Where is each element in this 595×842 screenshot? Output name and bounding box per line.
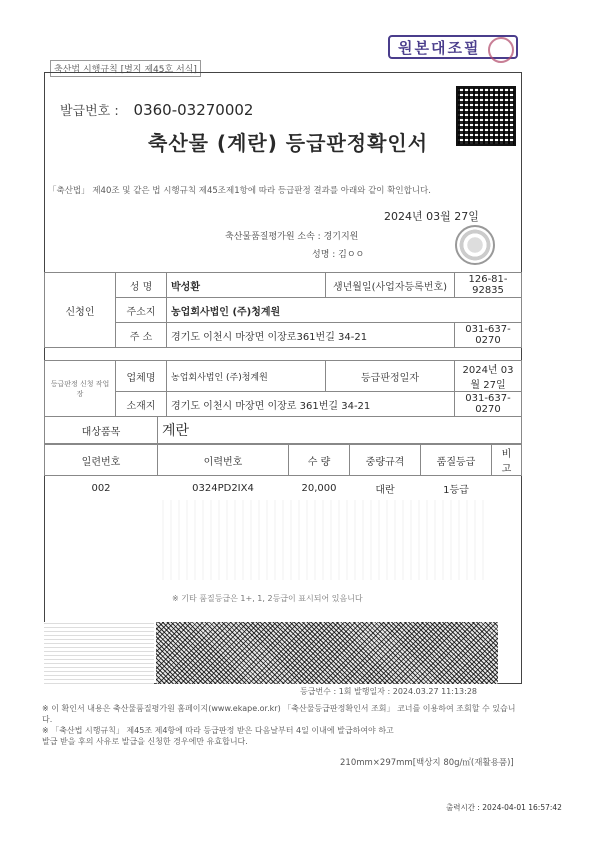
note-line: 발급 받을 후의 사유로 발급을 신청한 경우에만 유효합니다. <box>42 737 248 746</box>
page-info: 등급번수 : 1회 발행일자 : 2024.03.27 11:13:28 <box>300 687 478 696</box>
workplace-phone: 031-637-0270 <box>455 392 522 417</box>
paper-spec: 210mm×297mm[백상지 80g/㎡(재활용품)] <box>340 758 514 768</box>
grade-table-header <box>45 445 522 476</box>
col-header: 수 량 <box>289 445 350 476</box>
stamp-text: 원본대조필 <box>398 38 481 57</box>
applicant-birth: 126-81-92835 <box>455 273 522 298</box>
page-title: 축산물 (계란) 등급판정확인서 <box>148 131 429 155</box>
cell-note <box>492 476 522 501</box>
cell-size: 대란 <box>375 484 395 496</box>
product-value: 계란 <box>158 417 522 444</box>
issuer-name: 성명 : 김ㅇㅇ <box>312 250 365 260</box>
workplace-name-label: 업체명 <box>116 361 167 392</box>
cell-qty: 20,000 <box>301 482 337 494</box>
issue-number <box>60 100 253 119</box>
table-row <box>45 476 522 501</box>
applicant-name: 박성환 <box>167 273 326 298</box>
applicant-company: 농업회사법인 (주)청계원 <box>167 298 522 323</box>
print-time: 출력시간 : 2024-04-01 16:57:42 <box>446 803 562 812</box>
cell-grade: 1등급 <box>443 484 469 496</box>
qr-code <box>456 86 516 146</box>
seal-mark <box>488 37 514 63</box>
form-label: 축산법 시행규칙 [별지 제45호 서식] <box>50 60 201 77</box>
pattern-strip <box>44 622 154 684</box>
note-line: ※ 이 확인서 내용은 축산물품질평가원 홈페이지(www.ekape.or.kr) 「축산물등급판정확인서 조회」 코너를 이용하여 조회할 수 있습니다. <box>42 704 516 724</box>
applicant-section-label: 신청인 <box>45 273 116 348</box>
addr-label: 주소지 <box>116 298 167 323</box>
workplace-side-label: 등급판정 신청 작업장 <box>45 361 116 417</box>
issue-date: 2024년 03월 27일 <box>384 210 479 223</box>
workplace-name: 농업회사법인 (주)청계원 <box>167 361 326 392</box>
grade-footnote: ※ 기타 품질등급은 1+, 1, 2등급이 표시되어 있음니다 <box>172 594 363 603</box>
birth-label: 생년월일(사업자등록번호) <box>326 273 455 298</box>
original-certified-stamp <box>388 35 518 59</box>
name-label: 성 명 <box>116 273 167 298</box>
workplace-table <box>44 360 522 417</box>
col-header: 품질등급 <box>421 445 492 476</box>
cell-trace: 0324PD2IX4 <box>192 482 254 494</box>
address-label: 주 소 <box>116 323 167 348</box>
product-label: 대상품목 <box>45 417 158 444</box>
security-pattern <box>156 622 498 684</box>
col-header: 중량규격 <box>350 445 421 476</box>
cell-serial: 002 <box>91 482 111 494</box>
applicant-table <box>44 272 522 348</box>
grade-table <box>44 444 522 500</box>
workplace-loc-label: 소재지 <box>116 392 167 417</box>
note-line: ※ 「축산법 시행규칙」 제45조 제4항에 따라 등급판정 받은 다음날부터 4일 이내에 발급하여야 하고 <box>42 726 394 735</box>
issuer-org: 축산물품질평가원 소속 : 경기지원 <box>225 232 359 242</box>
col-header: 이력번호 <box>158 445 289 476</box>
notes-block <box>42 703 522 747</box>
applicant-phone: 031-637-0270 <box>455 323 522 348</box>
redacted-area <box>156 500 486 580</box>
product-table <box>44 416 522 444</box>
intro-text: 「축산법」 제40조 및 같은 법 시행규칙 제45조제1항에 따라 등급판정 결과를 아래와 같이 확인합니다. <box>48 186 431 196</box>
issue-number-value: 0360-03270002 <box>133 101 254 119</box>
applicant-address: 경기도 이천시 마장면 이장로361번길 34-21 <box>167 323 455 348</box>
workplace-date-label: 등급판정일자 <box>326 361 455 392</box>
col-header: 비 고 <box>492 445 522 476</box>
issue-number-label: 발급번호 : <box>60 104 119 119</box>
col-header: 일련번호 <box>45 445 158 476</box>
workplace-location: 경기도 이천시 마장면 이장로 361번길 34-21 <box>167 392 455 417</box>
workplace-date: 2024년 03월 27일 <box>455 361 522 392</box>
official-seal <box>455 225 495 265</box>
